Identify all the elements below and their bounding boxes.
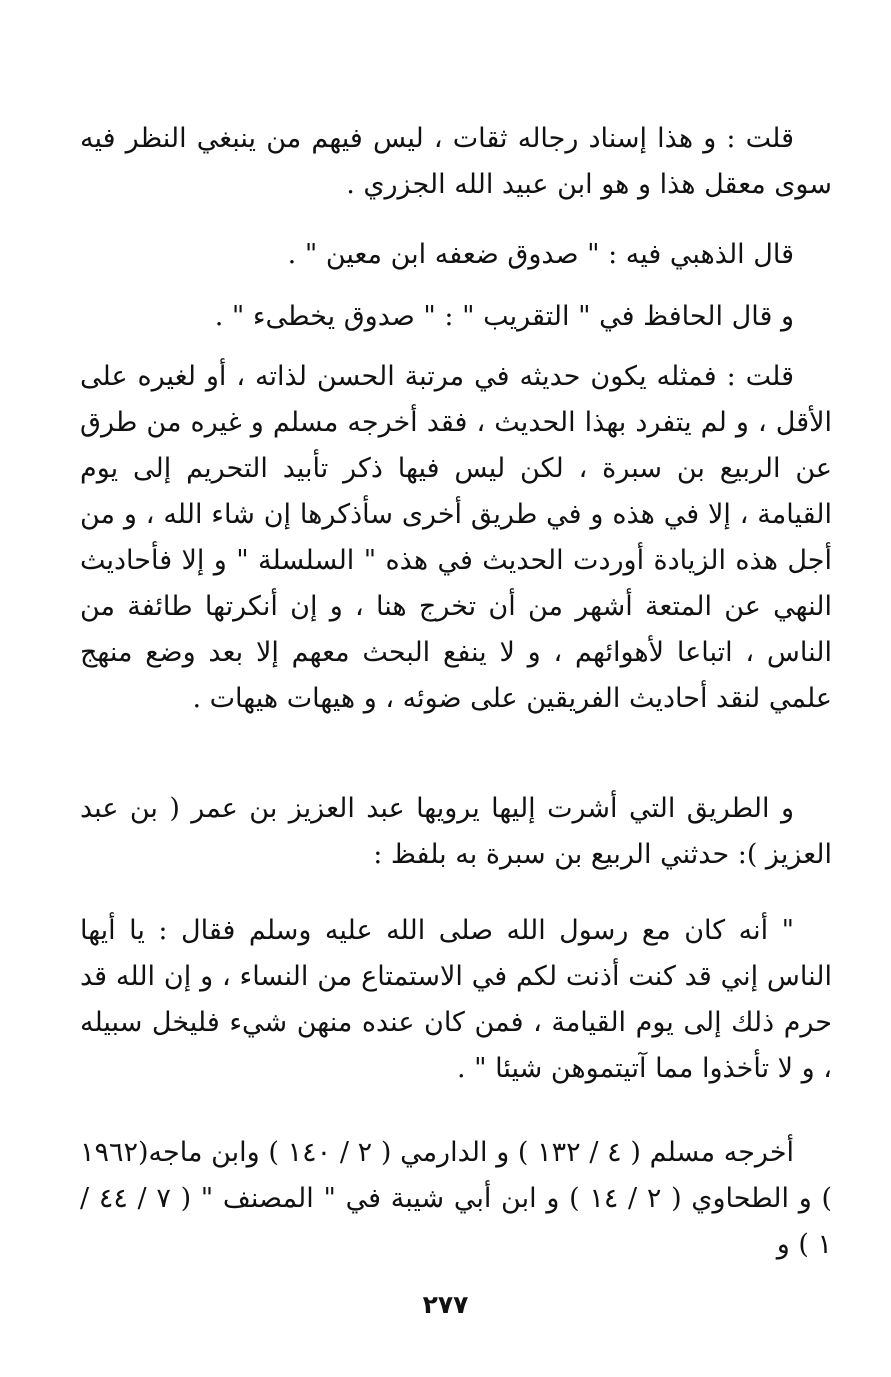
paragraph-hadith-text: " أنه كان مع رسول الله صلى الله عليه وسلم فقال : يا أيها الناس إني قد كنت أذنت لكم في الاستمتاع من النساء ، و إن الله قد حرم ذلك إلى يوم القيامة ، فمن كان عنده منهن شيء فليخل سبيله ، و لا تأخذوا مما آتيتموهن شيئا " . [80, 915, 832, 1084]
paragraph-dhahabi-quote: قال الذهبي فيه : " صدوق ضعفه ابن معين " . [287, 239, 794, 270]
paragraph-isnad-note: قلت : و هذا إسناد رجاله ثقات ، ليس فيهم من ينبغي النظر فيه سوى معقل هذا و هو ابن عبيد الله الجزري . [80, 123, 832, 200]
paragraph-grading-discussion: قلت : فمثله يكون حديثه في مرتبة الحسن لذاته ، أو لغيره على الأقل ، و لم يتفرد بهذا الحديث ، فقد أخرجه مسلم و غيره من طرق عن الربيع بن سبرة ، لكن ليس فيها ذكر تأبيد التحريم إلى يوم القيامة ، إلا في هذه و في طريق أخرى سأذكرها إن شاء الله ، و من أجل هذه الزيادة أوردت الحديث في هذه " السلسلة " و إلا فأحاديث النهي عن المتعة أشهر من أن تخرج هنا ، و إن أنكرتها طائفة من الناس ، اتباعا لأهوائهم ، و لا ينفع البحث معهم إلا بعد وضع منهج علمي لنقد أحاديث الفريقين على ضوئه ، و هيهات هيهات . [80, 361, 833, 714]
paragraph-hafiz-quote: و قال الحافظ في " التقريب " : " صدوق يخطىء " . [214, 301, 794, 332]
paragraph-takhrij: أخرجه مسلم ( ٤ / ١٣٢ ) و الدارمي ( ٢ / ١٤٠ ) وابن ماجه(١٩٦٢ ) و الطحاوي ( ٢ / ١٤ ) و ابن أبي شيبة في " المصنف " ( ٧ / ٤٤ / ١ ) و [80, 1137, 832, 1260]
page-number: ٢٧٧ [422, 1290, 469, 1319]
paragraph-other-route: و الطريق التي أشرت إليها يرويها عبد العزيز بن عمر ( بن عبد العزيز ): حدثني الربيع بن سبرة به بلفظ : [80, 793, 832, 870]
